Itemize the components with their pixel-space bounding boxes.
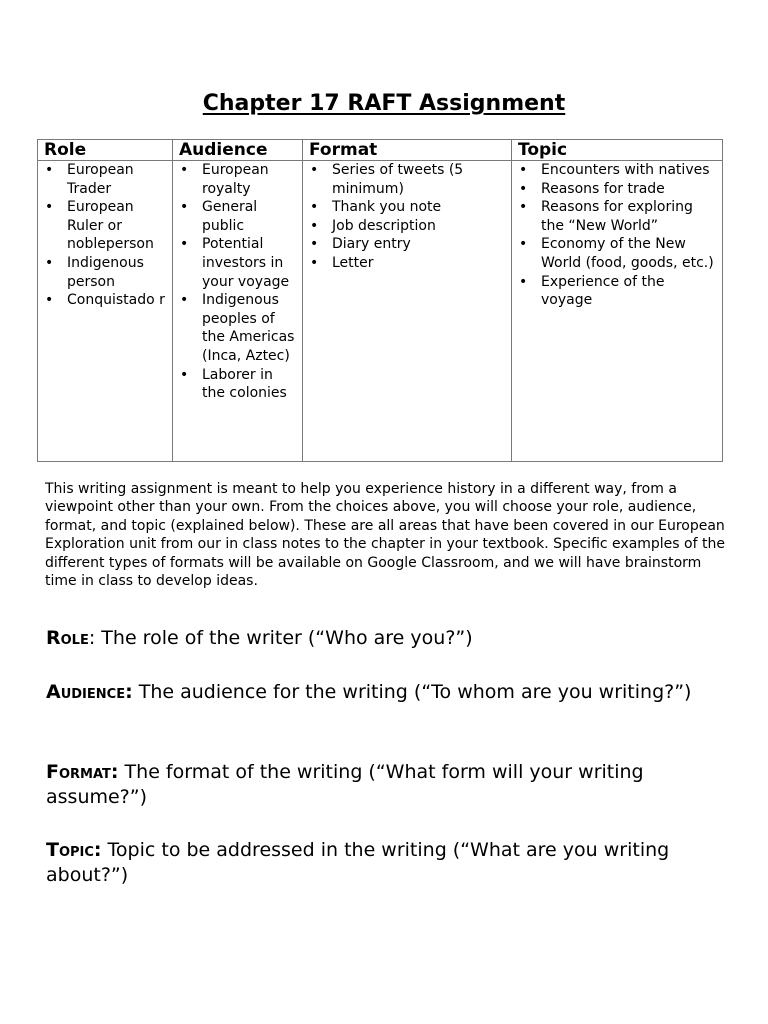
table-row [38, 161, 723, 462]
topic-definition [46, 838, 726, 888]
list-item: • Conquistado r [38, 291, 168, 310]
list-item: • Reasons for exploring the “New World” [512, 198, 718, 235]
topic-term: Topic: [46, 839, 102, 861]
document-title: Chapter 17 RAFT Assignment [202, 91, 566, 116]
audience-cell [173, 161, 303, 462]
topic-cell [512, 161, 723, 462]
audience-term: Audience: [46, 681, 133, 703]
intro-paragraph: This writing assignment is meant to help you experience history in a different way, from a viewpoint other than your own. From the choices above, you will choose your role, audience, format, and topic (explained below). These are all areas that have been covered in our European Exploration unit from our in class notes to the chapter in your textbook. Specific examples of the different types of formats will be available on Google Classroom, and we will have brainstorm time in class to develop ideas. [45, 481, 725, 590]
raft-table [37, 139, 723, 462]
table-header-row [38, 140, 723, 161]
list-item: • Job description [303, 217, 507, 236]
header-role: Role [38, 140, 173, 161]
list-item: • Diary entry [303, 235, 507, 254]
format-list [303, 161, 507, 273]
audience-definition [46, 680, 726, 705]
format-definition [46, 760, 726, 810]
list-item: • Reasons for trade [512, 180, 718, 199]
list-item: • Thank you note [303, 198, 507, 217]
format-term: Format: [46, 761, 119, 783]
role-list [38, 161, 168, 310]
topic-definition-text: Topic to be addressed in the writing (“What are you writing about?”) [46, 839, 670, 886]
list-item: • Indigenous person [38, 254, 168, 291]
audience-list [173, 161, 298, 403]
header-audience: Audience [173, 140, 303, 161]
role-definition-text: : The role of the writer (“Who are you?”) [88, 627, 473, 649]
role-definition [46, 626, 726, 651]
header-format: Format [303, 140, 512, 161]
list-item: • European royalty [173, 161, 298, 198]
list-item: • Encounters with natives [512, 161, 718, 180]
list-item: • General public [173, 198, 298, 235]
list-item: • Potential investors in your voyage [173, 235, 298, 291]
format-cell [303, 161, 512, 462]
role-cell [38, 161, 173, 462]
audience-definition-text: The audience for the writing (“To whom are you writing?”) [132, 681, 692, 703]
list-item: • Experience of the voyage [512, 273, 718, 310]
format-definition-text: The format of the writing (“What form will your writing assume?”) [46, 761, 644, 808]
topic-list [512, 161, 718, 310]
list-item: • European Trader [38, 161, 168, 198]
list-item: • Series of tweets (5 minimum) [303, 161, 507, 198]
list-item: • European Ruler or nobleperson [38, 198, 168, 254]
list-item: • Laborer in the colonies [173, 366, 298, 403]
list-item: • Letter [303, 254, 507, 273]
header-topic: Topic [512, 140, 723, 161]
list-item: • Indigenous peoples of the Americas (Inca, Aztec) [173, 291, 298, 365]
role-term: Role [46, 627, 89, 649]
list-item: • Economy of the New World (food, goods, etc.) [512, 235, 718, 272]
